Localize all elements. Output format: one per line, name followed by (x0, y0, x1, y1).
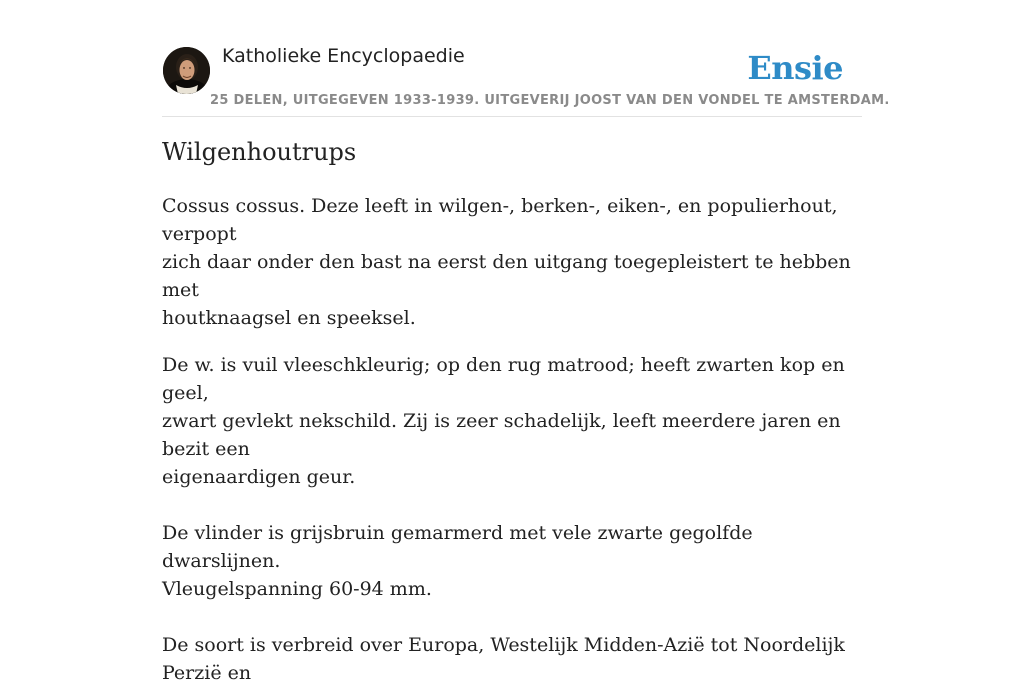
source-avatar[interactable] (163, 47, 210, 94)
portrait-icon (163, 47, 210, 94)
source-subtitle: 25 DELEN, UITGEGEVEN 1933-1939. UITGEVERIJ JOOST VAN DEN VONDEL TE AMSTERDAM. (210, 93, 890, 108)
article-body (162, 192, 862, 687)
ensie-logo[interactable]: Ensie (747, 49, 843, 87)
article-paragraph: Cossus cossus. Deze leeft in wilgen-, berken-, eiken-, en populierhout, verpopt zich daar onder den bast na eerst den uitgang toegepleistert te hebben met houtknaagsel en speeksel. (162, 195, 851, 329)
article-title: Wilgenhoutrups (162, 138, 357, 166)
source-header (162, 0, 890, 117)
source-name-link[interactable]: Katholieke Encyclopaedie (222, 45, 465, 67)
article-paragraph: De w. is vuil vleeschkleurig; op den rug matrood; heeft zwarten kop en geel, zwart gevlekt nekschild. Zij is zeer schadelijk, leeft meerdere jaren en bezit een eigenaardigen geur. De vlinder is grijsbruin gemarmerd met vele zwarte gegolfde dwarslijnen. Vleugelspanning 60-94 mm. De soort is verbreid over Europa, Westelijk Midden-Azië tot Noordelijk Perzië en (162, 354, 845, 684)
